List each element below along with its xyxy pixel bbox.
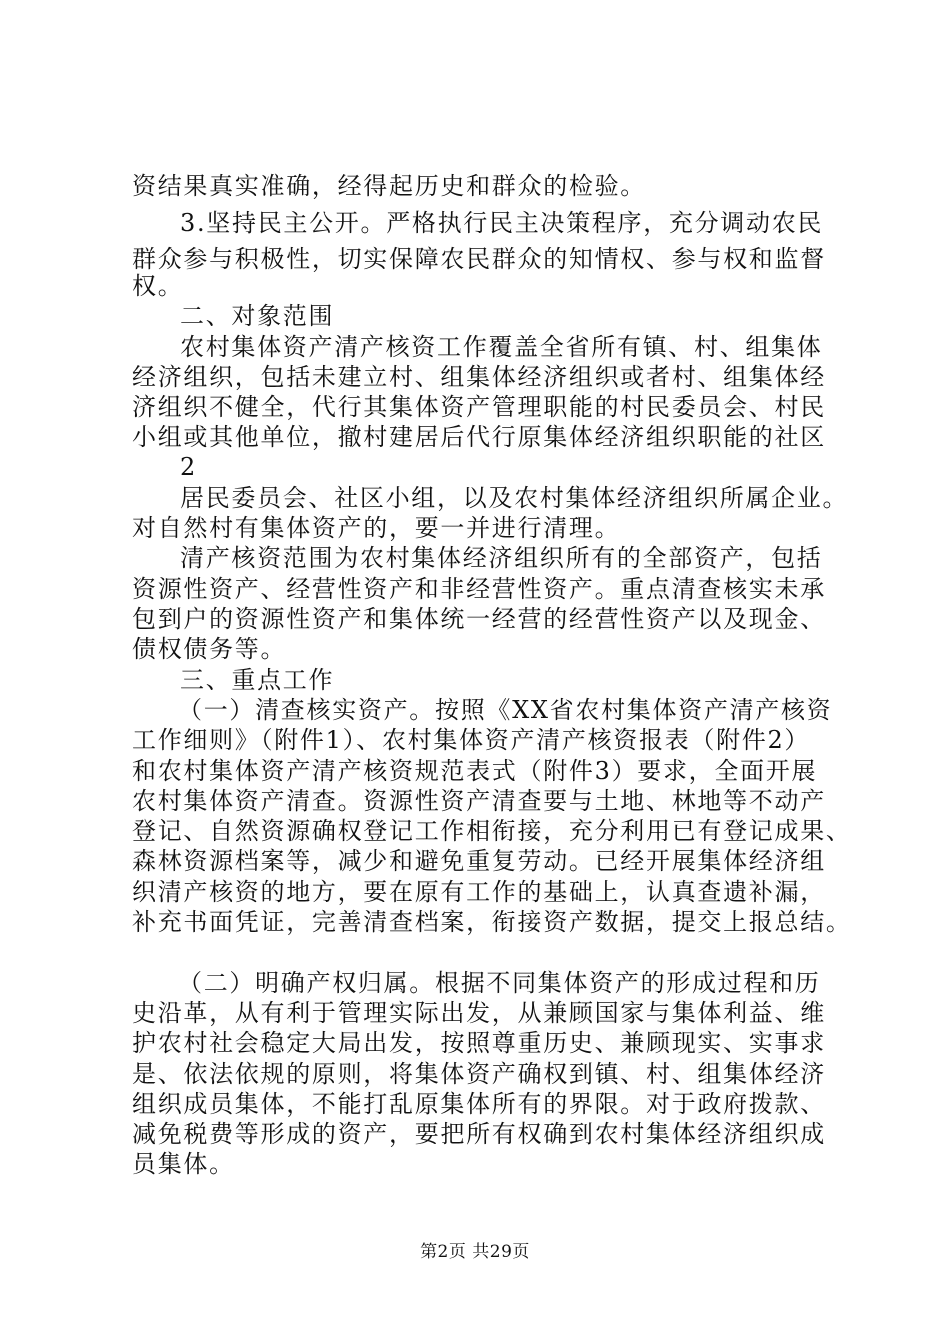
text-line: 史沿革，从有利于管理实际出发，从兼顾国家与集体利益、维	[132, 999, 826, 1027]
section-heading: 三、重点工作	[180, 666, 335, 694]
text-line: 经济组织，包括未建立村、组集体经济组织或者村、组集体经	[132, 363, 826, 391]
text-line: 工作细则》（附件1）、农村集体资产清产核资报表（附件2）	[132, 726, 811, 754]
text-line: 3.坚持民主公开。严格执行民主决策程序，充分调动农民	[180, 209, 824, 237]
text-line: 资源性资产、经营性资产和非经营性资产。重点清查核实未承	[132, 575, 826, 603]
text-line: 农村集体资产清查。资源性资产清查要与土地、林地等不动产	[132, 787, 826, 815]
text-line: 农村集体资产清产核资工作覆盖全省所有镇、村、组集体	[180, 333, 823, 361]
text-line: （一）清查核实资产。按照《XX省农村集体资产清产核资	[178, 696, 833, 724]
page-footer: 第2页 共29页	[420, 1242, 530, 1262]
text-line: 护农村社会稳定大局出发，按照尊重历史、兼顾现实、实事求	[132, 1029, 826, 1057]
text-line: 居民委员会、社区小组，以及农村集体经济组织所属企业。	[180, 484, 849, 512]
text-line: 组织成员集体，不能打乱原集体所有的界限。对于政府拨款、	[132, 1090, 826, 1118]
text-line: 登记、自然资源确权登记工作相衔接，充分利用已有登记成果、	[132, 817, 852, 845]
text-line: 是、依法依规的原则，将集体资产确权到镇、村、组集体经济	[132, 1060, 826, 1088]
text-line: 清产核资范围为农村集体经济组织所有的全部资产，包括	[180, 544, 823, 572]
text-line: 和农村集体资产清产核资规范表式（附件3）要求，全面开展	[132, 757, 818, 785]
text-line: 补充书面凭证，完善清查档案，衔接资产数据，提交上报总结。	[132, 908, 852, 936]
text-line: 对自然村有集体资产的，要一并进行清理。	[132, 514, 621, 542]
text-line: 资结果真实准确，经得起历史和群众的检验。	[132, 172, 646, 200]
text-line: 权。	[132, 272, 184, 300]
text-line: 债权债务等。	[132, 635, 287, 663]
text-line: 小组或其他单位，撤村建居后代行原集体经济组织职能的社区	[132, 423, 826, 451]
text-line: （二）明确产权归属。根据不同集体资产的形成过程和历	[178, 969, 821, 997]
text-line: 织清产核资的地方，要在原有工作的基础上，认真查遗补漏，	[132, 878, 826, 906]
inline-page-number: 2	[180, 453, 196, 481]
text-line: 包到户的资源性资产和集体统一经营的经营性资产以及现金、	[132, 605, 826, 633]
text-line: 减免税费等形成的资产，要把所有权确到农村集体经济组织成	[132, 1120, 826, 1148]
text-line: 群众参与积极性，切实保障农民群众的知情权、参与权和监督	[132, 245, 826, 273]
text-line: 员集体。	[132, 1150, 235, 1178]
section-heading: 二、对象范围	[180, 302, 335, 330]
text-line: 济组织不健全，代行其集体资产管理职能的村民委员会、村民	[132, 393, 826, 421]
text-line: 森林资源档案等，减少和避免重复劳动。已经开展集体经济组	[132, 847, 826, 875]
